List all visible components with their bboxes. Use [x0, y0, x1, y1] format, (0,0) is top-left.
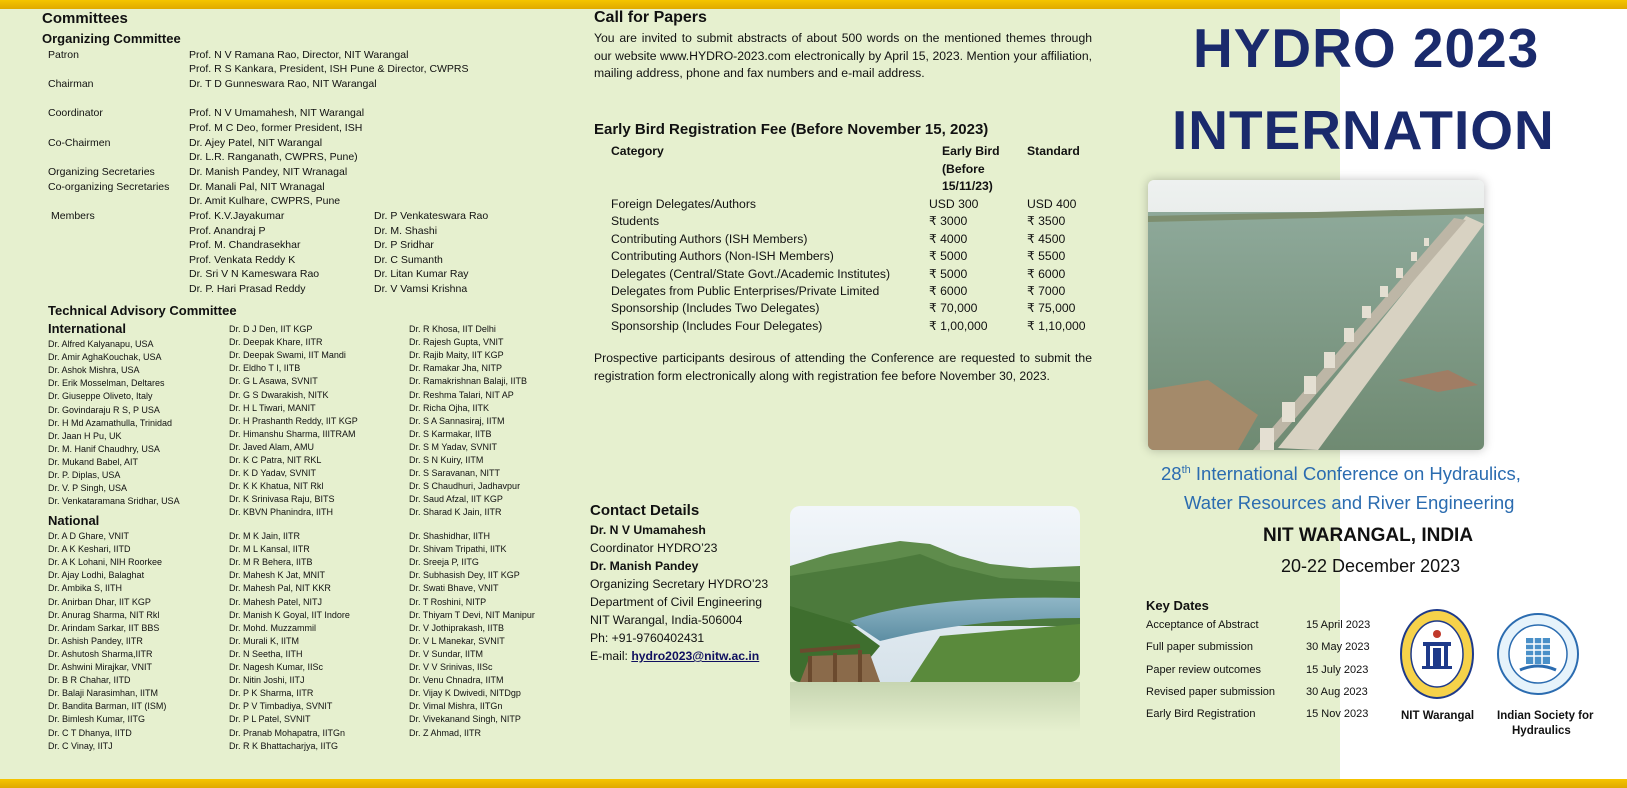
- member-name: Dr. C Sumanth: [374, 253, 443, 266]
- tac-member: Dr. G L Asawa, SVNIT: [229, 376, 318, 387]
- tac-member: Dr. Jaan H Pu, UK: [48, 430, 122, 441]
- tac-member: Dr. K Srinivasa Raju, BITS: [229, 494, 335, 505]
- tac-member: Dr. Saud Afzal, IIT KGP: [409, 494, 503, 505]
- tac-member: Dr. H Md Azamathulla, Trinidad: [48, 417, 173, 428]
- contact-role: Organizing Secretary HYDRO’23: [590, 577, 769, 591]
- conference-subtitle-line1: [1161, 463, 1521, 485]
- contact-name: Dr. Manish Pandey: [590, 559, 699, 573]
- tac-member: Dr. Swati Bhave, VNIT: [409, 583, 499, 594]
- tac-member: Dr. Giuseppe Oliveto, Italy: [48, 391, 153, 402]
- fee-category: Sponsorship (Includes Four Delegates): [611, 318, 823, 333]
- contact-address: NIT Warangal, India-506004: [590, 613, 743, 627]
- member-name: Prof. Venkata Reddy K: [189, 253, 296, 266]
- member-name: Dr. Litan Kumar Ray: [374, 268, 469, 280]
- tac-member: Dr. V Sundar, IITM: [409, 648, 484, 659]
- tac-member: Dr. Pranab Mohapatra, IITGn: [229, 727, 346, 738]
- contact-role: Coordinator HYDRO’23: [590, 541, 718, 555]
- tac-member: Dr. A K Keshari, IITD: [48, 544, 131, 555]
- tac-member: Dr. Mahesh Pal, NIT KKR: [229, 583, 331, 594]
- key-date-value: 15 April 2023: [1306, 619, 1371, 631]
- chairman-label: Chairman: [48, 78, 94, 90]
- patron-name: Prof. R S Kankara, President, ISH Pune & Director, CWPRS: [189, 63, 469, 75]
- member-name: Prof. K.V.Jayakumar: [189, 210, 285, 222]
- coordinator-name: Prof. M C Deo, former President, ISH: [189, 122, 363, 134]
- tac-member: Dr. G S Dwarakish, NITK: [229, 389, 329, 400]
- tac-member: Dr. Mukand Babel, AIT: [48, 456, 139, 467]
- key-date-value: 30 May 2023: [1306, 641, 1370, 654]
- contact-email-row: [590, 649, 759, 663]
- patron-name: Prof. N V Ramana Rao, Director, NIT Warangal: [189, 49, 409, 61]
- coordinator-label: Coordinator: [48, 107, 103, 119]
- coordinator-name: Prof. N V Umamahesh, NIT Warangal: [189, 107, 365, 119]
- fee-standard: ₹ 75,000: [1027, 301, 1076, 316]
- fee-early-bird: ₹ 70,000: [929, 301, 978, 316]
- tac-member: Dr. Anurag Sharma, NIT Rkl: [48, 609, 160, 620]
- fee-header-category: Category: [611, 144, 664, 158]
- fee-early-bird: ₹ 4000: [929, 231, 968, 246]
- conference-subtitle-line2: Water Resources and River Engineering: [1184, 492, 1515, 513]
- fee-category: Foreign Delegates/Authors: [611, 197, 756, 211]
- tac-member: Dr. S Karmakar, IITB: [409, 428, 492, 439]
- contact-title: Contact Details: [590, 502, 700, 519]
- nit-warangal-logo: [1398, 608, 1476, 705]
- tac-member: Dr. V Jothiprakash, IITB: [409, 622, 505, 633]
- tac-member: Dr. Vijay K Dwivedi, NITDgp: [409, 688, 521, 699]
- call-for-papers-title: Call for Papers: [594, 9, 707, 26]
- tac-member: Dr. M K Jain, IITR: [229, 531, 301, 541]
- fee-early-bird: USD 300: [929, 197, 979, 211]
- tac-member: Dr. Sreeja P, IITG: [409, 557, 479, 568]
- tac-member: Dr. KBVN Phanindra, IITH: [229, 507, 334, 518]
- tac-member: Dr. Nagesh Kumar, IISc: [229, 662, 324, 672]
- fee-table-title: Early Bird Registration Fee (Before November 15, 2023): [594, 121, 989, 138]
- key-date-value: 15 July 2023: [1306, 663, 1369, 676]
- organizing-secretaries-label: Organizing Secretaries: [48, 166, 155, 178]
- tac-member: Dr. Bandita Barman, IIT (ISM): [48, 701, 167, 712]
- tac-member: Dr. Venu Chnadra, IITM: [409, 675, 504, 686]
- contact-email-label: E-mail:: [590, 649, 632, 663]
- chairman-name: Dr. T D Gunneswara Rao, NIT Warangal: [189, 78, 377, 90]
- dam-barrage-photo: [1148, 180, 1484, 450]
- tac-member: Dr. Anirban Dhar, IIT KGP: [48, 596, 151, 607]
- tac-member: Dr. Shivam Tripathi, IITK: [409, 544, 507, 555]
- conference-venue: NIT WARANGAL, INDIA: [1263, 525, 1474, 546]
- tac-member: Dr. B R Chahar, IITD: [48, 675, 131, 686]
- tac-member: Dr. Ashutosh Sharma,IITR: [48, 648, 153, 659]
- tac-member: Dr. Nitin Joshi, IITJ: [229, 675, 305, 686]
- tac-member: Dr. Subhasish Dey, IIT KGP: [409, 570, 520, 581]
- tac-member: Dr. K D Yadav, SVNIT: [229, 468, 317, 479]
- tac-member: Dr. Ramakar Jha, NITP: [409, 363, 503, 374]
- tac-member: Dr. Rajib Maity, IIT KGP: [409, 350, 504, 361]
- tac-member: Dr. Amir AghaKouchak, USA: [48, 352, 162, 363]
- conference-subtitle-text: International Conference on Hydraulics,: [1190, 463, 1521, 484]
- fee-category: Students: [611, 214, 660, 229]
- fee-standard: USD 400: [1027, 197, 1077, 211]
- ish-caption: Indian Society for: [1497, 710, 1594, 722]
- member-name: Dr. P Venkateswara Rao: [374, 210, 489, 222]
- tac-member: Dr. Erik Mosselman, Deltares: [48, 378, 165, 389]
- organizing-committee-title: Organizing Committee: [42, 31, 181, 46]
- conference-dates: 20-22 December 2023: [1281, 556, 1461, 576]
- tac-member: Dr. P L Patel, SVNIT: [229, 714, 311, 725]
- tac-member: Dr. Richa Ojha, IITK: [409, 402, 490, 413]
- tac-member: Dr. Himanshu Sharma, IIITRAM: [229, 428, 356, 439]
- member-name: Dr. V Vamsi Krishna: [374, 282, 468, 295]
- nit-warangal-caption: NIT Warangal: [1401, 710, 1475, 722]
- contact-phone: Ph: +91-9760402431: [590, 631, 705, 645]
- fee-standard: ₹ 6000: [1027, 266, 1066, 281]
- fee-category: Delegates from Public Enterprises/Private Limited: [611, 284, 880, 298]
- call-for-papers-text: You are invited to submit abstracts of about 500 words on the mentioned themes through our website www.HYDRO-2023.com electronically by April 15, 2023. Mention your affiliation, mailing address, phone and fax numbers and e-mail address.: [594, 31, 1092, 80]
- fee-early-bird: ₹ 5000: [929, 266, 968, 281]
- contact-email-link[interactable]: hydro2023@nitw.ac.in: [631, 649, 760, 663]
- tac-member: Dr. D J Den, IIT KGP: [229, 324, 313, 334]
- tac-member: Dr. Ashwini Mirajkar, VNIT: [48, 662, 153, 672]
- tac-member: Dr. R Khosa, IIT Delhi: [409, 324, 496, 334]
- tac-member: Dr. S Saravanan, NITT: [409, 468, 501, 479]
- tac-member: Dr. M L Kansal, IITR: [229, 544, 310, 555]
- tac-member: Dr. Govindaraju R S, P USA: [48, 404, 160, 415]
- tac-member: Dr. Shashidhar, IITH: [409, 531, 491, 541]
- tac-member: Dr. P K Sharma, IITR: [229, 688, 314, 699]
- fee-category: Delegates (Central/State Govt./Academic Institutes): [611, 266, 891, 281]
- tac-member: Dr. M R Behera, IITB: [229, 557, 313, 568]
- fee-category: Contributing Authors (Non-ISH Members): [611, 249, 834, 264]
- bottom-band: [0, 779, 1627, 788]
- tac-member: Dr. P. Diplas, USA: [48, 470, 121, 480]
- committees-title: Committees: [42, 10, 128, 27]
- key-dates-title: Key Dates: [1146, 598, 1209, 613]
- tac-member: Dr. Reshma Talari, NIT AP: [409, 389, 514, 400]
- key-date-value: 15 Nov 2023: [1306, 708, 1369, 721]
- cochairmen-name: Dr. Ajey Patel, NIT Warangal: [189, 137, 323, 149]
- member-name: Dr. Sri V N Kameswara Rao: [189, 268, 320, 280]
- fee-standard: ₹ 5500: [1027, 249, 1066, 264]
- key-date-label: Revised paper submission: [1146, 685, 1276, 698]
- key-date-label: Acceptance of Abstract: [1146, 619, 1259, 631]
- international-title: International: [48, 321, 127, 336]
- co-organizing-secretary-name: Dr. Amit Kulhare, CWPRS, Pune: [189, 195, 341, 207]
- tac-member: Dr. Thiyam T Devi, NIT Manipur: [409, 609, 535, 620]
- tac-member: Dr. K C Patra, NIT RKL: [229, 455, 322, 465]
- member-name: Dr. P. Hari Prasad Reddy: [189, 282, 306, 295]
- tac-member: Dr. Ambika S, IITH: [48, 583, 123, 594]
- tac-member: Dr. Bimlesh Kumar, IITG: [48, 714, 146, 725]
- tac-member: Dr. C Vinay, IITJ: [48, 740, 113, 751]
- tac-member: Dr. Ajay Lodhi, Balaghat: [48, 570, 145, 581]
- tac-member: Dr. Balaji Narasimhan, IITM: [48, 688, 159, 699]
- conference-ordinal-suffix: th: [1181, 463, 1191, 476]
- fee-standard: ₹ 1,10,000: [1027, 318, 1086, 333]
- conference-ordinal: 28: [1161, 463, 1182, 484]
- member-name: Dr. P Sridhar: [374, 239, 434, 251]
- patron-label: Patron: [48, 49, 79, 61]
- tac-member: Dr. S M Yadav, SVNIT: [409, 441, 498, 452]
- tac-member: Dr. Rajesh Gupta, VNIT: [409, 337, 504, 348]
- contact-name: Dr. N V Umamahesh: [590, 523, 706, 537]
- ish-logo: [1496, 612, 1580, 701]
- tac-member: Dr. Mahesh K Jat, MNIT: [229, 570, 326, 581]
- tac-member: Dr. S A Sannasiraj, IITM: [409, 415, 505, 426]
- tac-member: Dr. Eldho T I, IITB: [229, 363, 301, 374]
- top-band: [0, 0, 1627, 9]
- tac-member: Dr. Mahesh Patel, NITJ: [229, 596, 323, 607]
- tac-member: Dr. P V Timbadiya, SVNIT: [229, 701, 333, 712]
- fee-standard: ₹ 4500: [1027, 231, 1066, 246]
- ish-caption: Hydraulics: [1512, 725, 1571, 737]
- tac-member: Dr. T Roshini, NITP: [409, 596, 487, 607]
- cochairmen-label: Co-Chairmen: [48, 137, 111, 149]
- tac-member: Dr. Manish K Goyal, IIT Indore: [229, 609, 350, 620]
- fee-early-bird: ₹ 3000: [929, 214, 968, 229]
- registration-note: Prospective participants desirous of attending the Conference are requested to submit the registration form electronically along with registration fee before November 30, 2023.: [594, 351, 1092, 383]
- tac-member: Dr. C T Dhanya, IITD: [48, 727, 132, 738]
- fee-header-early-bird: 15/11/23): [942, 179, 993, 193]
- fee-standard: ₹ 7000: [1027, 284, 1066, 298]
- tac-member: Dr. Vimal Mishra, IITGn: [409, 701, 503, 712]
- fee-category: Sponsorship (Includes Two Delegates): [611, 301, 820, 316]
- conference-title-line2: INTERNATION: [1172, 99, 1555, 161]
- national-title: National: [48, 513, 100, 528]
- tac-member: Dr. Javed Alam, AMU: [229, 441, 315, 452]
- valley-photo-reflection: [790, 682, 1080, 732]
- tac-member: Dr. Ashish Pandey, IITR: [48, 635, 143, 646]
- key-date-label: Early Bird Registration: [1146, 708, 1256, 721]
- cochairmen-name: Dr. L.R. Ranganath, CWPRS, Pune): [189, 151, 358, 163]
- tac-member: Dr. S Chaudhuri, Jadhavpur: [409, 481, 521, 492]
- fee-header-early-bird: (Before: [942, 162, 985, 176]
- tac-member: Dr. N Seetha, IITH: [229, 648, 303, 659]
- tac-member: Dr. H L Tiwari, MANIT: [229, 402, 316, 413]
- fee-early-bird: ₹ 6000: [929, 284, 968, 298]
- co-organizing-secretary-name: Dr. Manali Pal, NIT Wranagal: [189, 181, 325, 193]
- tac-member: Dr. R K Bhattacharjya, IITG: [229, 740, 339, 751]
- tac-member: Dr. Deepak Swami, IIT Mandi: [229, 350, 346, 361]
- fee-category: Contributing Authors (ISH Members): [611, 231, 808, 246]
- tac-member: Dr. A D Ghare, VNIT: [48, 531, 130, 541]
- tac-member: Dr. Vivekanand Singh, NITP: [409, 714, 521, 725]
- tac-member: Dr. Alfred Kalyanapu, USA: [48, 339, 154, 349]
- tac-member: Dr. A K Lohani, NIH Roorkee: [48, 557, 163, 568]
- tac-member: Dr. Ramakrishnan Balaji, IITB: [409, 376, 528, 387]
- tac-title: Technical Advisory Committee: [48, 303, 237, 318]
- valley-river-photo: [790, 506, 1080, 682]
- member-name: Dr. M. Shashi: [374, 224, 438, 237]
- fee-early-bird: ₹ 1,00,000: [929, 318, 988, 333]
- tac-member: Dr. V V Srinivas, IISc: [409, 662, 493, 672]
- tac-member: Dr. V L Manekar, SVNIT: [409, 635, 505, 646]
- tac-member: Dr. M. Hanif Chaudhry, USA: [48, 443, 160, 454]
- fee-header-early-bird: Early Bird: [942, 144, 1000, 158]
- tac-member: Dr. Ashok Mishra, USA: [48, 365, 140, 376]
- tac-member: Dr. S N Kuiry, IITM: [409, 455, 484, 465]
- tac-member: Dr. Mohd. Muzzammil: [229, 622, 317, 633]
- tac-member: Dr. K K Khatua, NIT Rkl: [229, 481, 324, 492]
- fee-early-bird: ₹ 5000: [929, 249, 968, 264]
- organizing-secretary-name: Dr. Manish Pandey, NIT Wranagal: [189, 166, 348, 178]
- key-date-value: 30 Aug 2023: [1306, 685, 1368, 698]
- tac-member: Dr. Z Ahmad, IITR: [409, 727, 482, 738]
- tac-member: Dr. Murali K, IITM: [229, 635, 300, 646]
- tac-member: Dr. V. P Singh, USA: [48, 483, 128, 494]
- co-organizing-secretaries-label: Co-organizing Secretaries: [48, 181, 170, 193]
- key-date-label: Full paper submission: [1146, 641, 1253, 654]
- tac-member: Dr. Arindam Sarkar, IIT BBS: [48, 622, 160, 633]
- members-label: Members: [51, 210, 95, 222]
- member-name: Prof. M. Chandrasekhar: [189, 239, 301, 251]
- tac-member: Dr. Sharad K Jain, IITR: [409, 507, 502, 518]
- fee-header-standard: Standard: [1027, 144, 1080, 158]
- member-name: Prof. Anandraj P: [189, 224, 266, 237]
- tac-member: Dr. Deepak Khare, IITR: [229, 337, 323, 348]
- key-date-label: Paper review outcomes: [1146, 663, 1261, 676]
- tac-member: Dr. Venkataramana Sridhar, USA: [48, 496, 180, 507]
- fee-standard: ₹ 3500: [1027, 214, 1066, 229]
- contact-department: Department of Civil Engineering: [590, 595, 763, 609]
- conference-title-line1: HYDRO 2023: [1193, 17, 1540, 79]
- tac-member: Dr. H Prashanth Reddy, IIT KGP: [229, 415, 358, 426]
